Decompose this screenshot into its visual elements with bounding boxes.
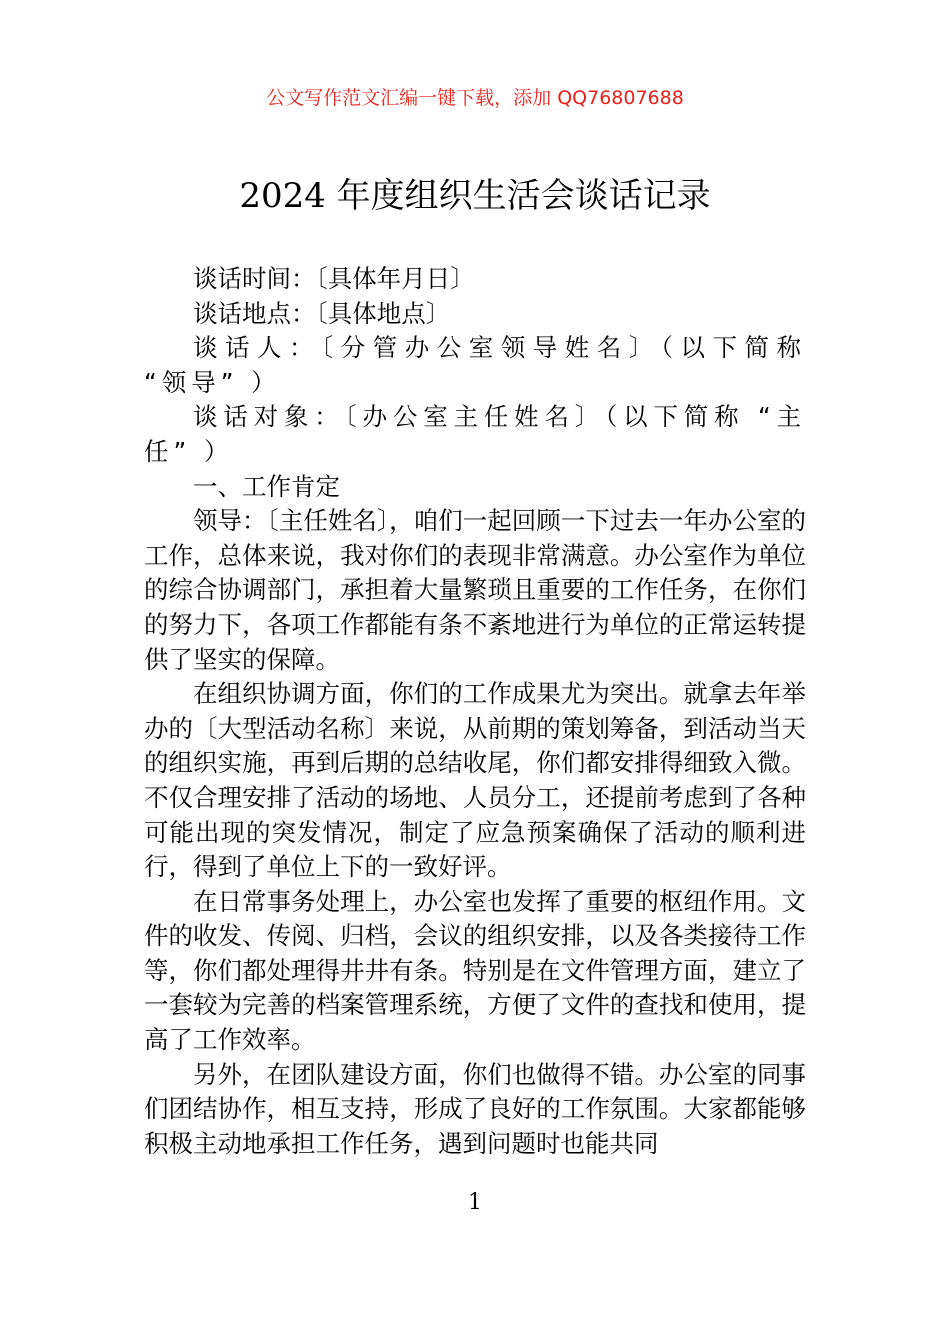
- meta-speaker: 谈话人：〔分管办公室领导姓名〕（以下简称 “领导” ）: [144, 333, 806, 397]
- document-body: [144, 262, 806, 1161]
- section-heading: 一、工作肯定: [193, 471, 340, 501]
- meta-subject: 谈话对象：〔办公室主任姓名〕（以下简称 “主任” ）: [144, 402, 806, 466]
- paragraph: 另外，在团队建设方面，你们也做得不错。办公室的同事们团结协作，相互支持，形成了良好的工作氛围。大家都能够积极主动地承担工作任务，遇到问题时也能共同: [144, 1059, 806, 1158]
- meta-time: 谈话时间：〔具体年月日〕: [193, 264, 475, 293]
- paragraph: 在日常事务处理上，办公室也发挥了重要的枢纽作用。文件的收发、传阅、归档，会议的组织安排，以及各类接待工作等，你们都处理得井井有条。特别是在文件管理方面，建立了一套较为完善的档案管理系统，方便了文件的查找和使用，提高了工作效率。: [144, 886, 806, 1055]
- paragraph: 在组织协调方面，你们的工作成果尤为突出。就拿去年举办的〔大型活动名称〕来说，从前期的策划筹备，到活动当天的组织实施，再到后期的总结收尾，你们都安排得细致入微。不仅合理安排了活动的场地、人员分工，还提前考虑到了各种可能出现的突发情况，制定了应急预案确保了活动的顺利进行，得到了单位上下的一致好评。: [144, 679, 806, 882]
- meta-place: 谈话地点：〔具体地点〕: [193, 298, 451, 328]
- page-number: 1: [468, 1190, 482, 1215]
- document-title: 2024 年度组织生活会谈话记录: [239, 176, 711, 216]
- download-banner: 公文写作范文汇编一键下载，添加 QQ76807688: [266, 87, 684, 109]
- paragraph: 领导：〔主任姓名〕，咱们一起回顾一下过去一年办公室的工作，总体来说，我对你们的表现非常满意。办公室作为单位的综合协调部门，承担着大量繁琐且重要的工作任务，在你们的努力下，各项工作都能有条不紊地进行为单位的正常运转提供了坚实的保障。: [144, 506, 806, 674]
